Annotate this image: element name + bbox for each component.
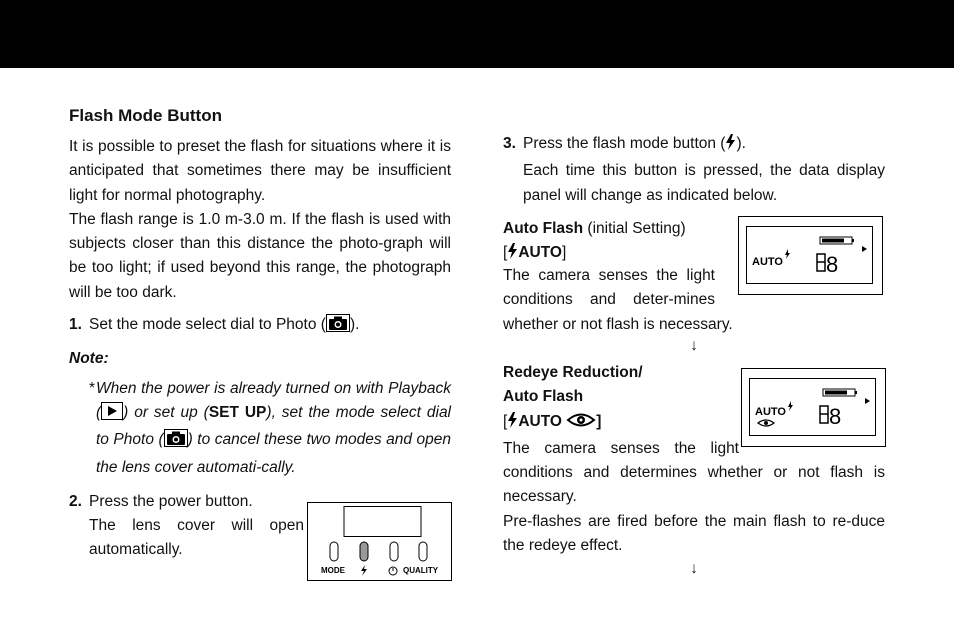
header-bar bbox=[0, 0, 954, 68]
mode-label: MODE bbox=[321, 566, 345, 575]
step-number: 2. bbox=[69, 492, 82, 510]
step-text: Press the power button. bbox=[89, 492, 253, 510]
camera-icon bbox=[164, 429, 188, 455]
intro-paragraph: It is possible to preset the flash for situations where it is anticipated that sometimes there may be insufficient light for normal photography. bbox=[69, 138, 451, 204]
step-text: Each time this button is pressed, the data display panel will change as indicated below. bbox=[523, 162, 885, 204]
lcd-digit: 8 bbox=[829, 404, 842, 429]
auto-flash-block bbox=[503, 217, 715, 269]
flash-range-paragraph: The flash range is 1.0 m-3.0 m. If the flash is used with subjects closer than this distance the photo-graph will be too light; if used beyond this range, the photograph will be too dark. bbox=[69, 210, 451, 301]
preflash-description: Pre-flashes are fired before the main flash to re-duce the redeye effect. bbox=[503, 512, 885, 555]
step-text: Press the flash mode button ( bbox=[523, 135, 726, 152]
camera-icon bbox=[326, 314, 350, 340]
note-text: ), set the mode select dial to Photo ( bbox=[96, 403, 452, 449]
note-text: ) to cancel these two modes and open the lens cover automati-cally. bbox=[96, 431, 451, 476]
quality-label: QUALITY bbox=[403, 566, 439, 575]
note-asterisk: * bbox=[89, 379, 96, 397]
step-text-end: ). bbox=[736, 135, 746, 152]
redeye-title-2: Auto Flash bbox=[503, 388, 584, 406]
redeye-description: The camera senses the light conditions and determines whether or not flash is necessary. bbox=[503, 439, 885, 506]
lcd-auto-flash bbox=[738, 216, 883, 296]
lcd-redeye-flash bbox=[741, 368, 886, 448]
redeye-tag: [ AUTO ] bbox=[503, 410, 885, 437]
step-1 bbox=[69, 313, 451, 340]
lcd-auto-label: AUTO bbox=[752, 256, 783, 268]
note-text: ) or set up ( bbox=[123, 403, 209, 421]
flash-icon bbox=[507, 411, 518, 437]
lcd-digit: 8 bbox=[826, 252, 839, 277]
flash-icon bbox=[725, 133, 736, 159]
note-body bbox=[69, 377, 451, 480]
left-column bbox=[69, 103, 451, 563]
step-3 bbox=[503, 132, 885, 208]
down-arrow-icon: ↓ bbox=[690, 337, 698, 354]
setup-label: SET UP bbox=[208, 403, 267, 421]
step-number: 3. bbox=[503, 135, 516, 152]
playback-icon bbox=[101, 402, 123, 428]
step-2 bbox=[69, 490, 304, 563]
redeye-eye-icon bbox=[566, 411, 596, 437]
auto-flash-title: Auto Flash bbox=[503, 219, 584, 237]
redeye-title-1: Redeye Reduction/ bbox=[503, 364, 643, 381]
step-text: The lens cover will open automatically. bbox=[89, 517, 304, 559]
note-title: Note: bbox=[69, 350, 109, 368]
arrow-1 bbox=[503, 335, 885, 357]
step-text: Set the mode select dial to Photo ( bbox=[89, 316, 326, 334]
auto-flash-description: The camera senses the light conditions and deter-mines whether or not flash is necessary. bbox=[503, 267, 733, 333]
camera-top-panel-illustration bbox=[307, 502, 452, 582]
down-arrow-icon: ↓ bbox=[690, 560, 698, 578]
step-text-end: ). bbox=[349, 316, 360, 334]
note-text: When the power is already turned on with Playback ( bbox=[96, 379, 451, 421]
step-number: 1. bbox=[69, 316, 82, 334]
auto-flash-subtitle: (initial Setting) bbox=[587, 219, 686, 237]
auto-flash-tag: [ AUTO] bbox=[503, 241, 715, 268]
lcd-auto-label: AUTO bbox=[755, 406, 786, 418]
section-heading: Flash Mode Button bbox=[69, 106, 222, 125]
